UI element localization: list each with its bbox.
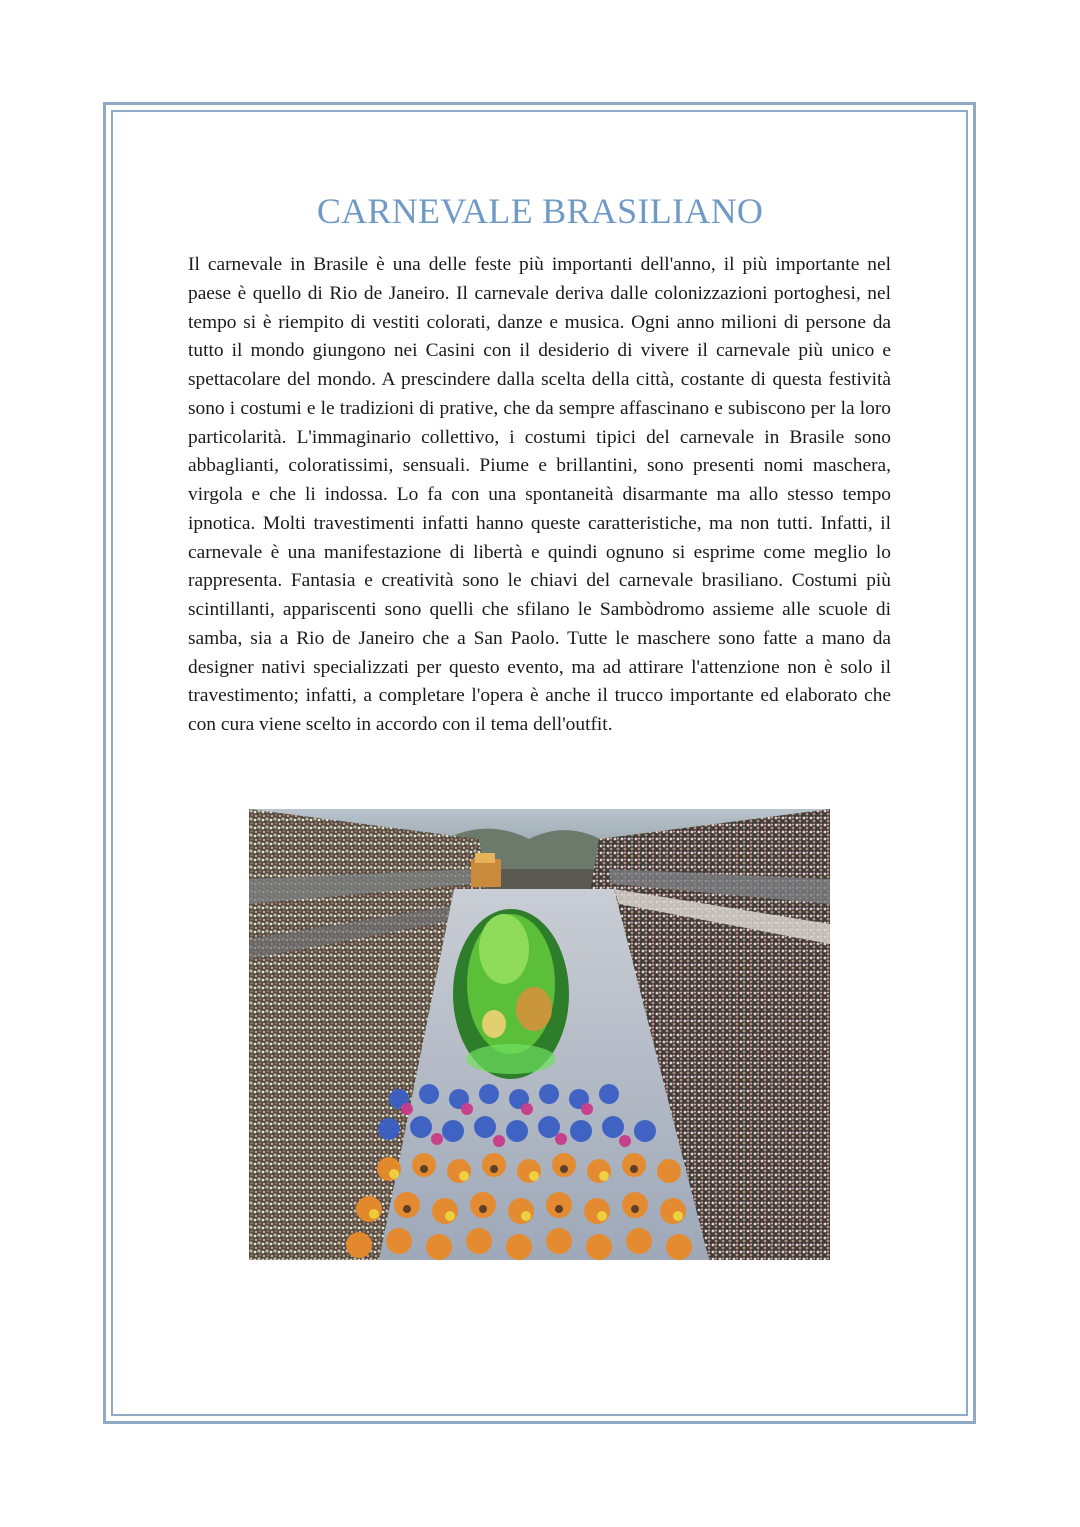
body-paragraph: Il carnevale in Brasile è una delle feste più importanti dell'anno, il più importante nel paese è quello di Rio de Janeiro. Il carnevale deriva dalle colonizzazioni portoghesi, nel tempo si è riempito di vestiti colorati, danze e musica. Ogni anno milioni di persone da tutto il mondo giungono nei Casini con il desiderio di vivere il carnevale più unico e spettacolare del mondo. A prescindere dalla scelta della città, costante di questa festività sono i costumi e le tradizioni di prative, che da sempre affascinano e subiscono per la loro particolarità. L'immaginario collettivo, i costumi tipici del carnevale in Brasile sono abbaglianti, coloratissimi, sensuali. Piume e brillantini, sono presenti nomi maschera, virgola e che li indossa. Lo fa con una spontaneità disarmante ma allo stesso tempo ipnotica. Molti travestimenti infatti hanno queste caratteristiche, ma non tutti. Infatti, il carnevale è una manifestazione di libertà e quindi ognuno si esprime come meglio lo rappresenta. Fantasia e creatività sono le chiavi del carnevale brasiliano. Costumi più scintillanti, appariscenti sono quelli che sfilano le Sambòdromo assieme alle scuole di samba, sia a Rio de Janeiro che a San Paolo. Tutte le maschere sono fatte a mano da designer nativi specializzati per questo evento, ma ad attirare l'attenzione non è solo il travestimento; infatti, a completare l'opera è anche il trucco importante ed elaborato che con cura viene scelto in accordo con il tema dell'outfit. <box>188 254 891 735</box>
page-title: CARNEVALE BRASILIANO <box>316 191 764 231</box>
carnival-parade-photo <box>249 809 830 1260</box>
